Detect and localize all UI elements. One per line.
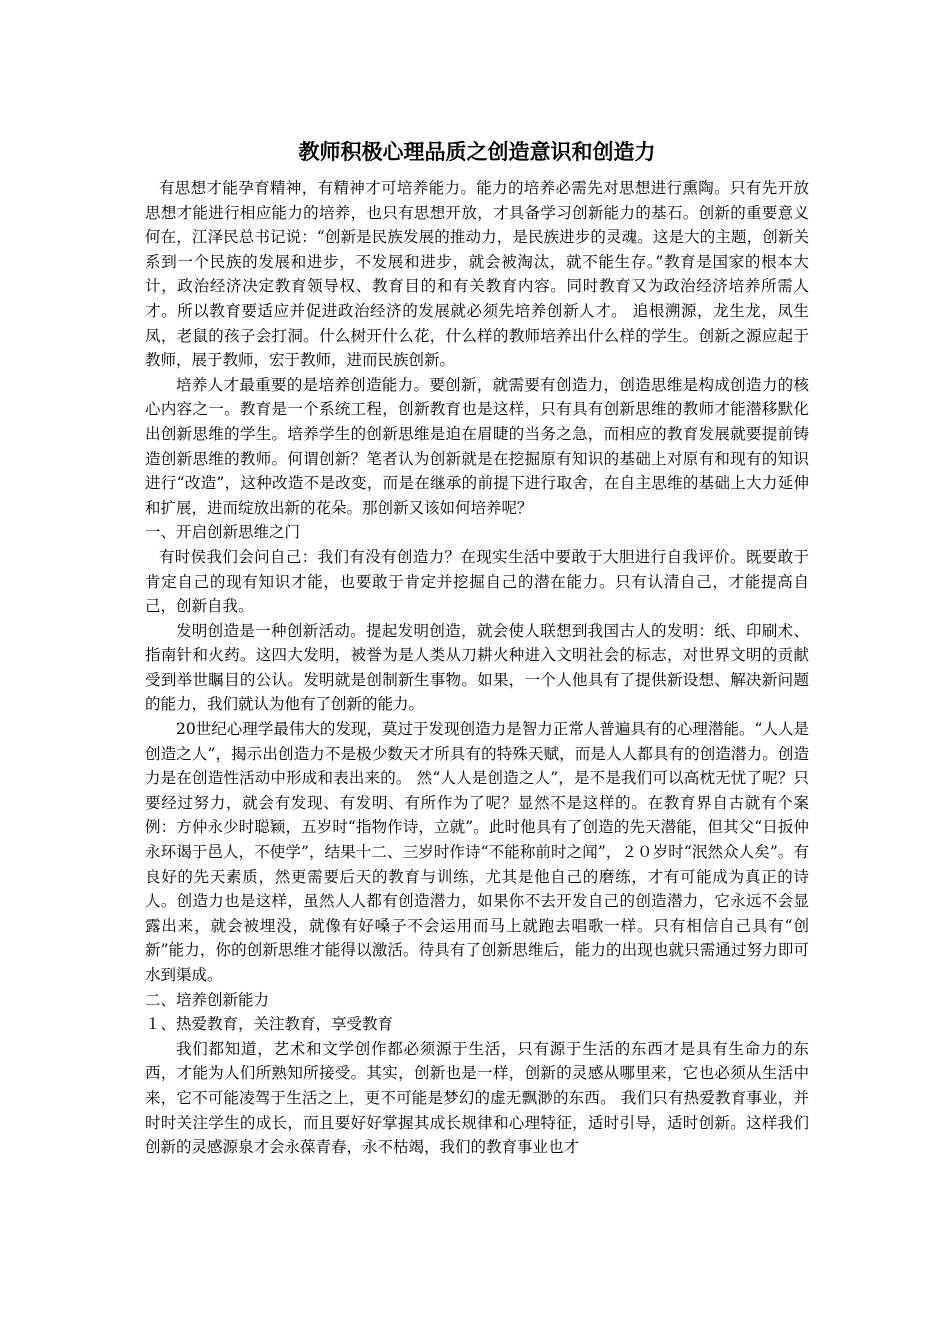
paragraph: 发明创造是一种创新活动。提起发明创造，就会使人联想到我国古人的发明：纸、印刷术、指南针和火药。这四大发明，被誉为是人类从刀耕火种进入文明社会的标志，对世界文明的贡献受到举世瞩目的公认。发明就是创制新生事物。如果，一个人他具有了提供新设想、解决新问题的能力，我们就认为他有了创新的能力。	[145, 621, 809, 714]
section-heading: 二、培养创新能力	[145, 990, 270, 1009]
document-page	[145, 0, 809, 1344]
paragraph: 有思想才能孕育精神，有精神才可培养能力。能力的培养必需先对思想进行熏陶。只有先开放思想才能进行相应能力的培养，也只有思想开放，才具备学习创新能力的基石。创新的重要意义何在，江泽民总书记说：“创新是民族发展的推动力，是民族进步的灵魂。这是大的主题，创新关系到一个民族的发展和进步，不发展和进步，就会被淘汰，就不能生存。”教育是国家的根本大计，政治经济决定教育领导权、教育目的和有关教育内容。同时教育又为政治经济培养所需人才。所以教育要适应并促进政治经济的发展就必须先培养创新人才。 追根溯源，龙生龙，凤生凤，老鼠的孩子会打洞。什么树开什么花，什么样的教师培养出什么样的学生。创新之源应起于教师，展于教师，宏于教师，进而民族创新。	[145, 179, 809, 370]
section-heading: 一、开启创新思维之门	[145, 523, 301, 542]
paragraph: 有时侯我们会问自己：我们有没有创造力？在现实生活中要敢于大胆进行自我评价。既要敢于肯定自己的现有知识才能，也要敢于肯定并挖掘自己的潜在能力。只有认清自己，才能提高自己，创新自我。	[145, 547, 809, 616]
subsection-heading: １、热爱教育，关注教育，享受教育	[145, 1015, 394, 1034]
document-body	[145, 176, 809, 1160]
paragraph: 培养人才最重要的是培养创造能力。要创新，就需要有创造力，创造思维是构成创造力的核心内容之一。教育是一个系统工程，创新教育也是这样，只有具有创新思维的教师才能潜移默化出创新思维的学生。培养学生的创新思维是迫在眉睫的当务之急，而相应的教育发展就要提前铸造创新思维的教师。何谓创新？笔者认为创新就是在挖掘原有知识的基础上对原有和现有的知识进行“改造”，这种改造不是改变，而是在继承的前提下进行取舍，在自主思维的基础上大力延伸和扩展，进而绽放出新的花朵。那创新又该如何培养呢？	[145, 375, 809, 517]
paragraph: 20世纪心理学最伟大的发现，莫过于发现创造力是智力正常人普遍具有的心理潜能。“人人是创造之人”，揭示出创造力不是极少数天才所具有的特殊天赋，而是人人都具有的创造潜力。创造力是在创造性活动中形成和表出来的。 然“人人是创造之人”，是不是我们可以高枕无忧了呢？只要经过努力，就会有发现、有发明、有所作为了呢？显然不是这样的。在教育界自古就有个案例：方仲永少时聪颖，五岁时“指物作诗，立就”。此时他具有了创造的先天潜能，但其父“日扳仲永环谒于邑人，不使学”，结果十二、三岁时作诗“不能称前时之闻”，２０岁时“泯然众人矣”。有良好的先天素质，然更需要后天的教育与训练，尤其是他自己的磨练，才有可能成为真正的诗人。创造力也是这样，虽然人人都有创造潜力，如果你不去开发自己的创造潜力，它永远不会显露出来，就会被埋没，就像有好嗓子不会运用而马上就跑去唱歌一样。只有相信自己具有“创新”能力，你的创新思维才能得以激活。待具有了创新思维后，能力的出现也就只需通过努力即可水到渠成。	[145, 720, 809, 984]
document-title: 教师积极心理品质之创造意识和创造力	[298, 140, 656, 164]
paragraph: 我们都知道，艺术和文学创作都必须源于生活，只有源于生活的东西才是具有生命力的东西，才能为人们所熟知所接受。其实，创新也是一样，创新的灵感从哪里来，它也必须从生活中来，它不可能凌驾于生活之上，更不可能是梦幻的虚无飘渺的东西。 我们只有热爱教育事业，并时时关注学生的成长，而且要好好掌握其成长规律和心理特征，适时引导，适时创新。这样我们创新的灵感源泉才会永葆青春，永不枯竭，我们的教育事业也才	[145, 1039, 809, 1157]
